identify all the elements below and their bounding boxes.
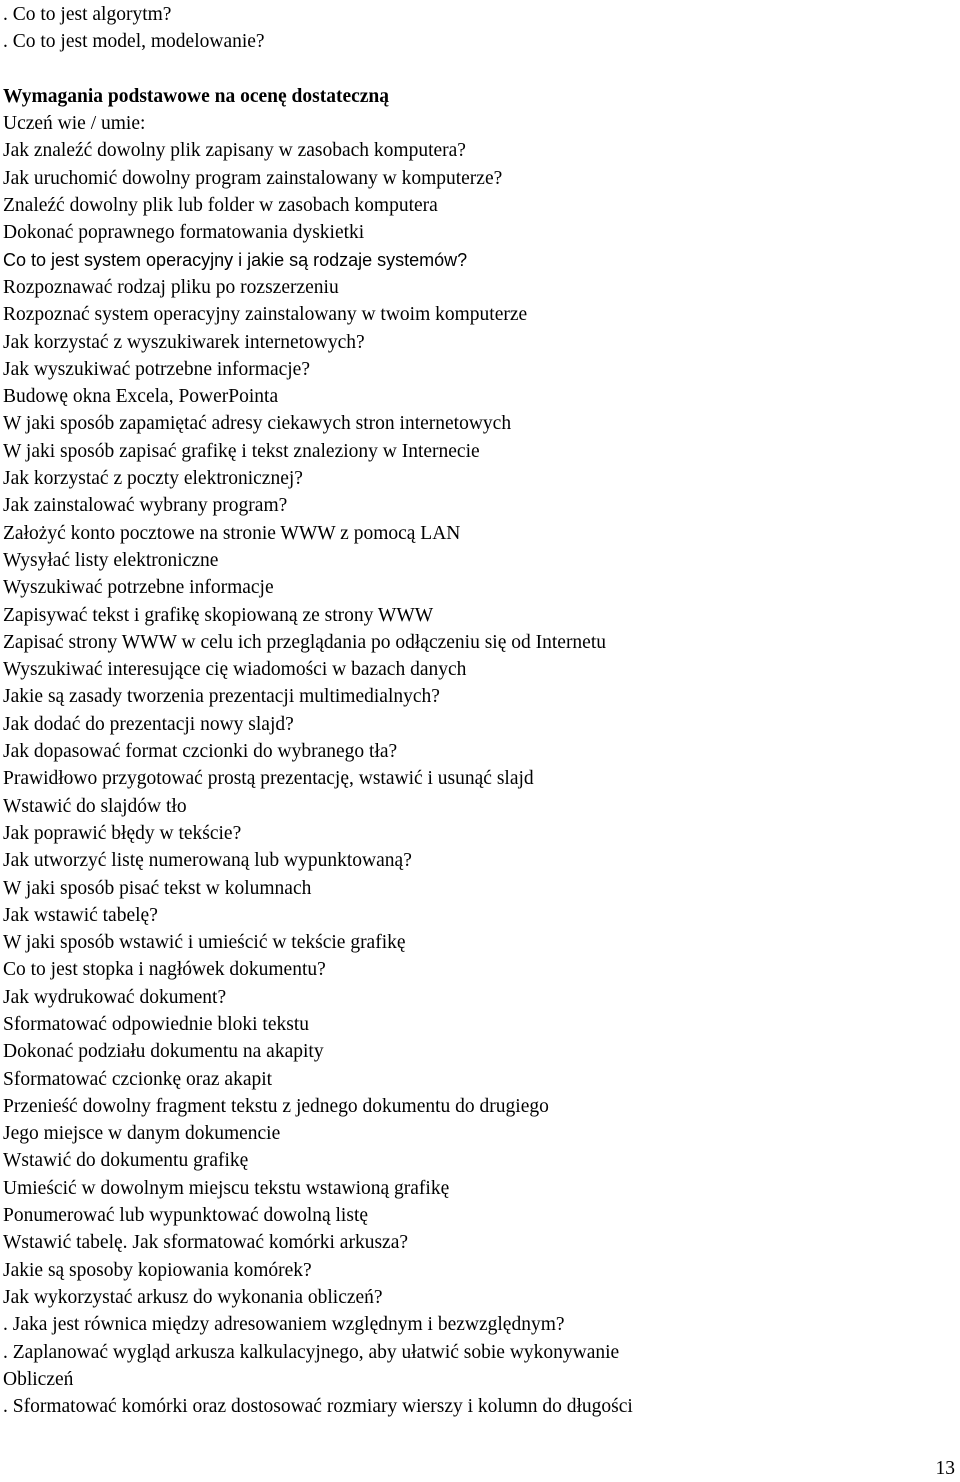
list-item: Zapisywać tekst i grafikę skopiowaną ze strony WWW: [3, 604, 434, 626]
list-item: Wysyłać listy elektroniczne: [3, 549, 219, 571]
list-item: Wyszukiwać potrzebne informacje: [3, 577, 274, 599]
list-item: Prawidłowo przygotować prostą prezentację, wstawić i usunąć slajd: [3, 768, 534, 790]
list-item: . Jaka jest równica między adresowaniem względnym i bezwzględnym?: [3, 1314, 565, 1336]
list-item: Sformatować odpowiednie bloki tekstu: [3, 1013, 309, 1035]
section-heading: Wymagania podstawowe na ocenę dostateczną: [3, 85, 390, 107]
list-item: Co to jest stopka i nagłówek dokumentu?: [3, 959, 326, 981]
list-item: W jaki sposób zapamiętać adresy ciekawych stron internetowych: [3, 413, 512, 435]
intro-line: . Co to jest model, modelowanie?: [3, 31, 265, 53]
page-number: 13: [935, 1458, 955, 1479]
text-block: [3, 1, 943, 1420]
list-item: Jak korzystać z wyszukiwarek internetowych?: [3, 331, 365, 353]
list-item: Jak dopasować format czcionki do wybranego tła?: [3, 741, 398, 763]
list-item: Jak poprawić błędy w tekście?: [3, 822, 242, 844]
list-item: Jak uruchomić dowolny program zainstalowany w komputerze?: [3, 167, 503, 189]
list-item: Dokonać poprawnego formatowania dyskietki: [3, 222, 365, 244]
list-item: Jakie są sposoby kopiowania komórek?: [3, 1259, 312, 1281]
list-item: . Sformatować komórki oraz dostosować rozmiary wierszy i kolumn do długości: [3, 1396, 633, 1418]
blank-line: [3, 56, 943, 83]
list-item: Jak wykorzystać arkusz do wykonania obliczeń?: [3, 1286, 383, 1308]
list-item: Rozpoznać system operacyjny zainstalowany w twoim komputerze: [3, 304, 528, 326]
list-item: Jak wyszukiwać potrzebne informacje?: [3, 358, 310, 380]
list-item: Umieścić w dowolnym miejscu tekstu wstawioną grafikę: [3, 1177, 450, 1199]
list-item: Przenieść dowolny fragment tekstu z jednego dokumentu do drugiego: [3, 1095, 549, 1117]
list-item: Jak dodać do prezentacji nowy slajd?: [3, 713, 294, 735]
list-item: Wstawić tabelę. Jak sformatować komórki arkusza?: [3, 1232, 409, 1254]
list-item: Ponumerować lub wypunktować dowolną listę: [3, 1205, 369, 1227]
list-item: Jak wydrukować dokument?: [3, 986, 227, 1008]
list-item: Wyszukiwać interesujące cię wiadomości w bazach danych: [3, 659, 467, 681]
list-item: W jaki sposób wstawić i umieścić w tekście grafikę: [3, 932, 406, 954]
list-item: W jaki sposób pisać tekst w kolumnach: [3, 877, 312, 899]
list-item: Wstawić do slajdów tło: [3, 795, 187, 817]
list-item: Jak znaleźć dowolny plik zapisany w zasobach komputera?: [3, 140, 466, 162]
list-item: Co to jest system operacyjny i jakie są rodzaje systemów?: [3, 249, 468, 270]
list-item: Sformatować czcionkę oraz akapit: [3, 1068, 273, 1090]
list-item: Jakie są zasady tworzenia prezentacji multimedialnych?: [3, 686, 440, 708]
list-item: Jego miejsce w danym dokumencie: [3, 1123, 281, 1145]
list-item: Rozpoznawać rodzaj pliku po rozszerzeniu: [3, 276, 339, 298]
section-subheading: Uczeń wie / umie:: [3, 113, 146, 135]
intro-line: . Co to jest algorytm?: [3, 4, 172, 25]
list-item: Znaleźć dowolny plik lub folder w zasobach komputera: [3, 195, 438, 217]
list-item: . Zaplanować wygląd arkusza kalkulacyjnego, aby ułatwić sobie wykonywanie: [3, 1341, 620, 1363]
list-item: Dokonać podziału dokumentu na akapity: [3, 1041, 324, 1063]
list-item: Założyć konto pocztowe na stronie WWW z pomocą LAN: [3, 522, 461, 544]
list-item: Jak utworzyć listę numerowaną lub wypunktowaną?: [3, 850, 412, 872]
list-item: Jak zainstalować wybrany program?: [3, 495, 288, 517]
list-item: W jaki sposób zapisać grafikę i tekst znaleziony w Internecie: [3, 440, 480, 462]
list-item: Wstawić do dokumentu grafikę: [3, 1150, 249, 1172]
list-item: Budowę okna Excela, PowerPointa: [3, 386, 279, 408]
list-item: Obliczeń: [3, 1368, 74, 1390]
list-item: Zapisać strony WWW w celu ich przeglądania po odłączeniu się od Internetu: [3, 631, 607, 653]
list-item: Jak korzystać z poczty elektronicznej?: [3, 468, 303, 490]
list-item: Jak wstawić tabelę?: [3, 904, 158, 926]
